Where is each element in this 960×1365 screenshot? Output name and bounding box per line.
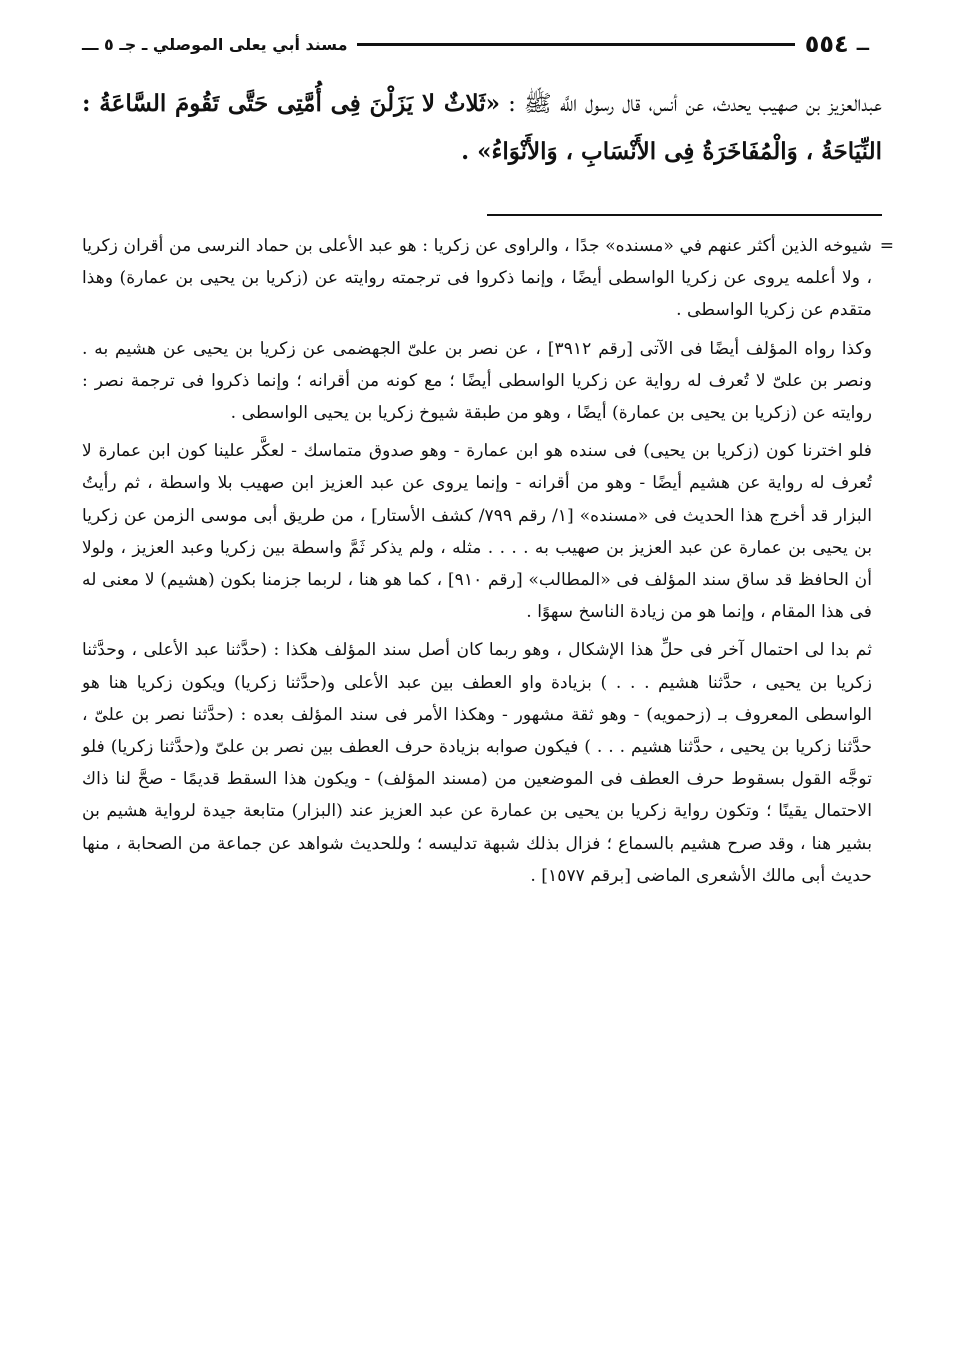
footnote-paragraph-1 xyxy=(82,230,894,327)
page-number: ٥٥٤ xyxy=(804,30,849,58)
hadith-text xyxy=(82,80,882,176)
footnote-paragraph-2 xyxy=(82,333,872,430)
footnote-text-2: وكذا رواه المؤلف أيضًا فى الآتى [رقم ٣٩١٢] ، عن نصر بن علىّ الجهضمى عن زكريا بن يحيى عن هشيم به . ونصر بن علىّ لا تُعرف له رواية عن زكريا الواسطى أيضًا ؛ مع كونه من أقرانه ؛ وإنما ذكروا فى ترجمة نصر : روايته عن (زكريا بن يحيى بن عمارة) أيضًا ، وهو من طبقة شيوخ زكريا بن يحيى الواسطى . xyxy=(82,338,872,424)
continuation-marker: = xyxy=(879,236,894,256)
footnote-text-3: فلو اخترنا كون (زكريا بن يحيى) فى سنده هو ابن عمارة - وهو صدوق متماسك - لعكَّر علينا كون ابن عمارة لا تُعرف له رواية عن هشيم أيضًا - وهو من أقرانه - وإنما يروى عن عبد العزيز ابن صهيب بلا واسطة ، ثم رأيتُ البزار قد أخرج هذا الحديث فى «مسنده» [١/ رقم ٧٩٩/ كشف الأستار] ، من طريق أبى موسى الزمن عن زكريا بن يحيى بن عمارة عن عبد العزيز بن صهيب به . . . . مثله ، ولم يذكر ثَمَّ واسطة بين زكريا وعبد العزيز ، ولولا أن الحافظ قد ساق سند المؤلف فى «المطالب» [رقم ٩١٠] ، كما هو هنا ، لربما جزمنا بكون (هشيم) لا معنى له فى هذا المقام ، وإنما هو من زيادة الناسخ سهوًا . xyxy=(82,441,872,623)
footnotes xyxy=(82,230,894,898)
footnote-text-4: ثم بدا لى احتمال آخر فى حلِّ هذا الإشكال ، وهو ربما كان أصل سند المؤلف هكذا : (حدَّثنا عبد الأعلى ، وحدَّثنا زكريا بن يحيى ، حدَّثنا هشيم . . . ) بزيادة واو العطف بين عبد الأعلى و(حدَّثنا زكريا) ويكون زكريا هنا هو الواسطى المعروف بـ (زحمويه) - وهو ثقة مشهور - وهكذا الأمر فى سند المؤلف بعده : (حدَّثنا نصر بن علىّ ، حدَّثنا زكريا بن يحيى ، حدَّثنا هشيم . . . ) فيكون صوابه بزيادة حرف العطف بين نصر بن علىّ و(حدَّثنا زكريا) فلو توجَّه القول بسقوط حرف العطف فى الموضعين من (مسند المؤلف) - ويكون هذا السقط قديمًا - صحَّ لنا ذاك الاحتمال يقينًا ؛ وتكون رواية زكريا بن يحيى بن عمارة عن عبد العزيز عند (البزار) متابعة جيدة لرواية هشيم بن بشير هنا ، وقد صرح هشيم بالسماع ؛ فزال بذلك شبهة تدليسه ؛ وللحديث شواهد عن جماعة من الصحابة ، منها حديث أبى مالك الأشعرى الماضى [برقم ١٥٧٧] . xyxy=(82,640,872,886)
footnote-paragraph-3 xyxy=(82,435,872,628)
hadith-intro: عبدالعزيز بن صهيب يحدث، عن أنس، قال رسول اللَّه ﷺ : xyxy=(508,91,882,117)
footnote-text-1: شيوخه الذين أكثر عنهم في «مسنده» جدًا ، والراوى عن زكريا : هو عبد الأعلى بن حماد النرسى من أقران زكريا ، ولا أعلمه يروى عن زكريا الواسطى أيضًا ، وإنما ذكروا فى ترجمته روايته عن (زكريا بن يحيى بن عمارة) وهذا متقدم عن زكريا الواسطى . xyxy=(82,236,872,321)
running-title: مسند أبي يعلى الموصلي ـ جـ ٥ ـــ xyxy=(82,34,348,54)
hadith-paragraph xyxy=(82,80,882,176)
hadith-matn: «ثَلاثٌ لا يَزَلْنَ فِى أُمَّتِى حَتَّى تَقُومَ السَّاعَةُ : النِّيَاحَةُ ، وَالْمُفَاخَرَةُ فِى الأَنْسَابِ ، وَالأَنْوَاءُ» . xyxy=(82,90,882,165)
header-rule xyxy=(357,43,794,46)
footnote-separator xyxy=(487,214,882,216)
header-dash: ــ xyxy=(856,33,869,55)
page-header xyxy=(82,28,877,60)
footnote-paragraph-4 xyxy=(82,634,872,892)
